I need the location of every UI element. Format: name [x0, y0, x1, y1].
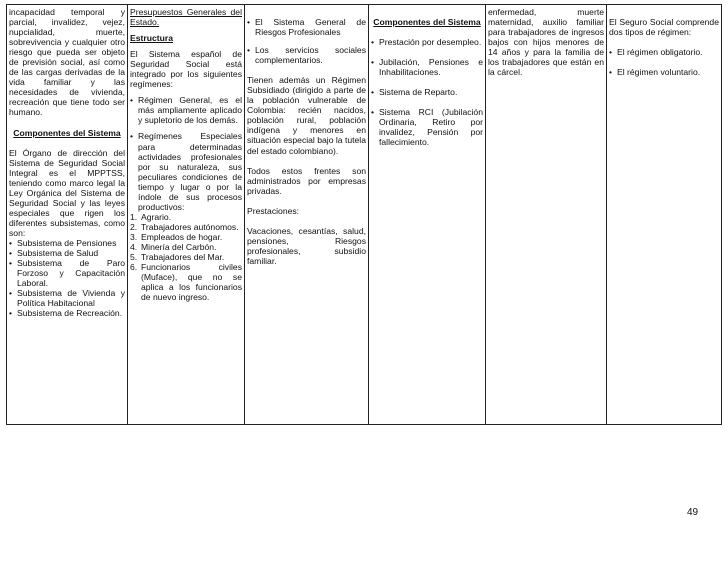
list-item: • Regímenes Especiales para determinadas actividades profesionales por su naturaleza, sus peculiares condiciones de tiempo y lugar o por la índole de sus procesos productivos:: [130, 131, 242, 211]
item-number: 4.: [130, 241, 138, 252]
list-item: [130, 212, 242, 222]
table-row: [7, 5, 722, 425]
column-3-cell: [245, 5, 369, 425]
page-number: 49: [687, 507, 699, 518]
item-text: Agrario.: [141, 211, 172, 222]
comparison-table: [6, 4, 722, 425]
list-item: • Jubilación, Pensiones e Inhabilitaciones.: [371, 57, 483, 77]
col1-subsystem-list: [9, 238, 125, 318]
col3-paragraph: Prestaciones:: [247, 205, 300, 216]
item-text: Funcionarios civiles (Muface), que no se aplica a los funcionarios de nuevo ingreso.: [141, 262, 242, 303]
col2-intro: Presupuestos Generales del Estado.: [130, 7, 242, 28]
col3-paragraph: Tienen además un Régimen Subsidiado (dirigido a parte de la población vulnerable de Colombia: recién nacidos, población rural, población indígena y menores en situación especial bajo la tutela del estado colombiano).: [247, 75, 366, 156]
col4-list: [371, 37, 483, 147]
item-number: 5.: [130, 252, 138, 263]
item-number: 2.: [130, 221, 138, 232]
list-item: • El régimen obligatorio.: [609, 47, 719, 57]
column-5-cell: [486, 5, 607, 425]
list-item: • Sistema RCI (Jubilación Ordinaria, Retiro por invalidez, Pensión por fallecimiento.: [371, 107, 483, 147]
list-item: • Subsistema de Vivienda y Política Habitacional: [9, 288, 125, 308]
col6-text: El Seguro Social comprende dos tipos de régimen:: [609, 17, 719, 38]
col3-paragraph: Vacaciones, cesantías, salud, pensiones, Riesgos profesionales, subsidio familiar.: [247, 225, 366, 266]
list-item: [130, 242, 242, 252]
column-2-cell: [128, 5, 245, 425]
col2-body: El Sistema español de Seguridad Social está integrado por los siguientes regímenes:: [130, 49, 242, 90]
col6-list: [609, 47, 719, 77]
col2-special-regimes-list: [130, 212, 242, 302]
item-text: Trabajadores del Mar.: [141, 252, 225, 263]
col1-body: El Órgano de dirección del Sistema de Seguridad Social Integral es el MPPTSS, teniendo como marco legal la Ley Orgánica del Sistema de Seguridad Social y las leyes especiales que rigen los diferentes subsistemas, como son:: [9, 147, 125, 238]
col2-heading: Estructura: [130, 33, 173, 44]
list-item: • Prestación por desempleo.: [371, 37, 483, 47]
list-item: [130, 222, 242, 232]
list-item: • Subsistema de Paro Forzoso y Capacitación Laboral.: [9, 258, 125, 288]
col3-list: [247, 17, 366, 65]
list-item: • Régimen General, es el más ampliamente aplicado y supletorio de los demás.: [130, 95, 242, 125]
list-item: • Sistema de Reparto.: [371, 87, 483, 97]
list-item: [130, 262, 242, 302]
col2-regime-list: [130, 95, 242, 212]
item-text: Minería del Carbón.: [141, 241, 217, 252]
item-text: Trabajadores autónomos.: [141, 221, 239, 232]
list-item: • Subsistema de Pensiones: [9, 238, 125, 248]
col3-paragraph: Todos estos frentes son administrados por empresas privadas.: [247, 165, 366, 196]
col4-heading: Componentes del Sistema: [373, 17, 481, 27]
col1-intro: incapacidad temporal y parcial, invalidez, vejez, nupcialidad, muerte, sobrevivencia y cualquier otro riesgo que pueda ser objeto de previsión social, así como de las cargas derivadas de la vida familiar y las necesidades de vivienda, recreación que tiene todo ser humano.: [9, 7, 125, 118]
item-number: 1.: [130, 211, 138, 222]
item-text: Empleados de hogar.: [141, 231, 223, 242]
col5-text: enfermedad, muerte maternidad, auxilio familiar para trabajadores de ingresos bajos con hijos menores de 14 años y para la familia de los trabajadores que están en la cárcel.: [488, 7, 604, 78]
item-number: 3.: [130, 231, 138, 242]
list-item: [130, 232, 242, 242]
list-item: [130, 252, 242, 262]
column-6-cell: [607, 5, 722, 425]
list-item: • El régimen voluntario.: [609, 67, 719, 77]
list-item: • Los servicios sociales complementarios.: [247, 45, 366, 65]
list-item: • Subsistema de Recreación.: [9, 308, 125, 318]
col1-heading: Componentes del Sistema: [13, 127, 121, 138]
column-1-cell: [7, 5, 128, 425]
list-item: • Subsistema de Salud: [9, 248, 125, 258]
list-item: • El Sistema General de Riesgos Profesionales: [247, 17, 366, 37]
item-number: 6.: [130, 262, 138, 273]
column-4-cell: [369, 5, 486, 425]
